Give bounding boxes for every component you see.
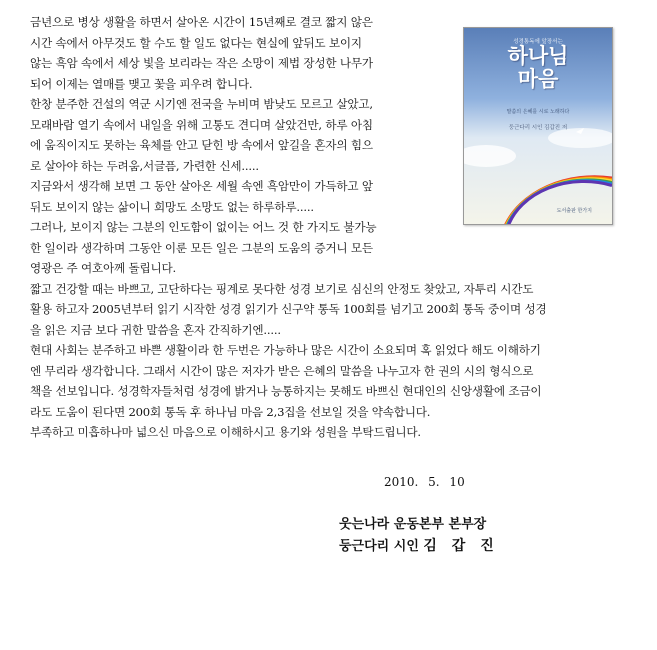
letter-line: 책을 선보입니다. 성경학자들처럼 성경에 밝거나 능통하지는 못해도 바쁘신 현대인의 신앙생활에 조금이 (30, 384, 542, 398)
cover-subtitle: 성경통독에 앞장서는 (513, 39, 563, 45)
letter-line: 짧고 건강할 때는 바쁘고, 고단하다는 핑계로 못다한 성경 보기로 심신의 안정도 찾았고, 자투리 시간도 (30, 281, 534, 296)
signature-title: 둥근다리 시인 (339, 539, 419, 554)
letter-line: 뒤도 보이지 않는 삶이니 희망도 소망도 없는 하루하루..... (30, 199, 314, 214)
letter-line: 엔 무리라 생각합니다. 그래서 시간이 많은 저자가 받은 은혜의 말씀을 나누고자 한 권의 시의 형식으로 (30, 363, 534, 378)
cover-title-line1: 하나님 (507, 44, 569, 68)
rainbow-arc (508, 182, 612, 225)
signature-org: 웃는나라 운동본부 본부장 (339, 517, 487, 532)
cover-title-line2: 마음 (517, 67, 559, 91)
letter-line: 그러나, 보이지 않는 그분의 인도함이 없이는 어느 것 한 가지도 불가능 (30, 220, 377, 234)
letter-line: 모래바람 열기 속에서 내일을 위해 고통도 견디며 살았건만, 하루 아침 (30, 117, 373, 132)
letter-line: 활용 하고자 2005년부터 읽기 시작한 성경 읽기가 신구약 통독 100회를 넘기고 200회 통독 중이며 성경 (30, 302, 547, 316)
letter-line: 않는 흑암 속에서 세상 빛을 보리라는 작은 소망이 제법 장성한 나무가 (30, 56, 373, 70)
letter-date: 2010. 5. 10 (384, 475, 465, 489)
letter-line: 부족하고 미흡하나마 넓으신 마음으로 이해하시고 용기와 성원을 부탁드립니다. (30, 425, 421, 439)
letter-line: 영광은 주 여호아께 돌립니다. (30, 261, 176, 275)
letter-line: 라도 도움이 된다면 200회 통독 후 하나님 마음 2,3집을 선보일 것을 약속합니다. (30, 404, 431, 419)
letter-line: 되어 이제는 열매를 맺고 꽃을 피우려 합니다. (30, 76, 253, 91)
signature-line (339, 535, 499, 555)
cover-author: 둥근다리 시인 김갑진 저 (508, 125, 568, 131)
letter-line: 을 읽은 지금 보다 귀한 말씀을 혼자 간직하기엔..... (30, 322, 281, 337)
signature-name: 김 갑 진 (423, 538, 499, 554)
letter-line: 지금와서 생각해 보면 그 동안 살아온 세월 속엔 흑암만이 가득하고 앞 (30, 179, 373, 193)
letter-line: 한창 분주한 건설의 역군 시기엔 전국을 누비며 밤낮도 모르고 살았고, (30, 97, 373, 111)
letter-line: 한 일이라 생각하며 그동안 이룬 모든 일은 그분의 도움의 증거니 모든 (30, 240, 373, 255)
cover-title (464, 45, 612, 91)
cover-publisher: 도서출판 한가지 (556, 208, 592, 214)
letter-line: 로 살아야 하는 두려움,서글픔, 가련한 신세..... (30, 158, 259, 173)
letter-line: 현대 사회는 분주하고 바쁜 생활이라 한 두번은 가능하나 많은 시간이 소요되며 혹 읽었다 해도 이해하기 (30, 343, 541, 357)
letter-line: 시간 속에서 아무것도 할 수도 할 일도 없다는 현실에 앞뒤도 보이지 (30, 35, 362, 50)
cover-tagline: 말씀의 은혜를 시로 노래하다 (506, 109, 570, 115)
letter-line: 에 움직이지도 못하는 육체를 안고 닫힌 방 속에서 앞길을 혼자의 힘으 (30, 138, 373, 152)
letter-line: 금년으로 병상 생활을 하면서 살아온 시간이 15년째로 결코 짧지 않은 (30, 15, 373, 29)
book-cover-image (463, 27, 613, 225)
